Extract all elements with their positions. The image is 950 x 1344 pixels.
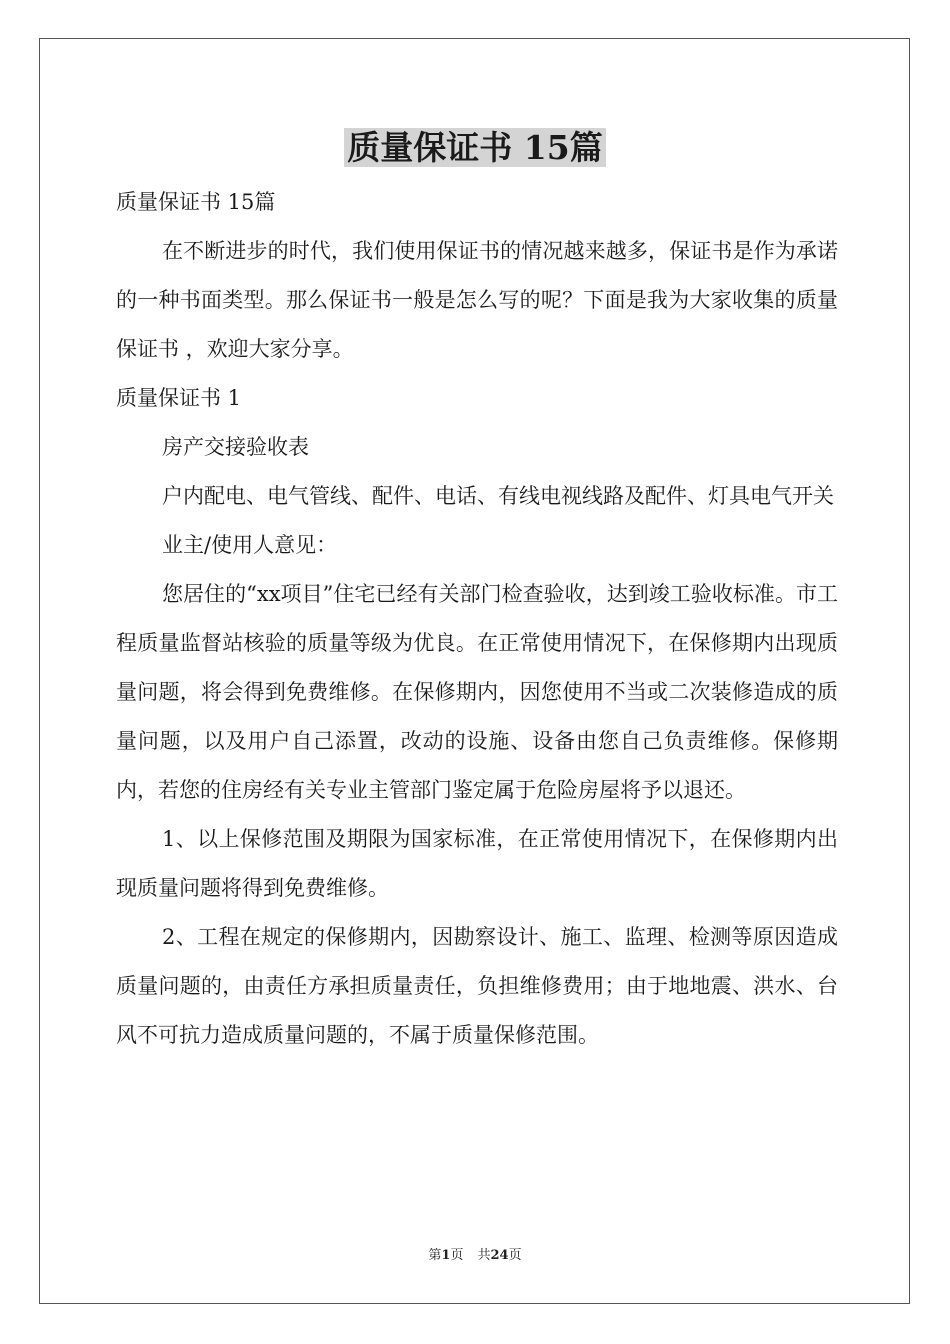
paragraph: 户内配电、电气管线、配件、电话、有线电视线路及配件、灯具电气开关	[162, 484, 834, 508]
page-number-suffix: 页	[450, 1248, 464, 1263]
page-number-prefix: 第	[428, 1248, 442, 1263]
paragraph: 在不断进步的时代，我们使用保证书的情况越来越多，保证书是作为承诺的一种书面类型。那么保证书一般是怎么写的呢？下面是我为大家收集的质量保证书 ，欢迎大家分享。	[116, 239, 838, 361]
document-body	[116, 178, 838, 1060]
document-title	[0, 124, 950, 172]
paragraph: 质量保证书 15篇	[116, 190, 276, 214]
page-number-current: 1	[441, 1248, 451, 1263]
section-heading: 质量保证书 1	[116, 386, 242, 410]
page-total-suffix: 页	[508, 1248, 522, 1263]
paragraph: 2、工程在规定的保修期内，因勘察设计、施工、监理、检测等原因造成质量问题的，由责任方承担质量责任，负担维修费用；由于地地震、洪水、台风不可抗力造成质量问题的，不属于质量保修范围。	[116, 925, 838, 1047]
page-total-count: 24	[490, 1248, 509, 1263]
page-footer	[0, 1247, 950, 1265]
document-title-text: 质量保证书 15篇	[344, 128, 605, 167]
paragraph: 您居住的“xx项目”住宅已经有关部门检查验收，达到竣工验收标准。市工程质量监督站核验的质量等级为优良。在正常使用情况下，在保修期内出现质量问题，将会得到免费维修。在保修期内，因您使用不当或二次装修造成的质量问题，以及用户自己添置，改动的设施、设备由您自己负责维修。保修期内，若您的住房经有关专业主管部门鉴定属于危险房屋将予以退还。	[116, 582, 838, 802]
paragraph: 业主/使用人意见：	[162, 533, 338, 557]
paragraph: 1、以上保修范围及期限为国家标准，在正常使用情况下，在保修期内出现质量问题将得到免费维修。	[116, 827, 838, 900]
page-total-prefix: 共	[477, 1248, 491, 1263]
paragraph: 房产交接验收表	[162, 435, 309, 459]
